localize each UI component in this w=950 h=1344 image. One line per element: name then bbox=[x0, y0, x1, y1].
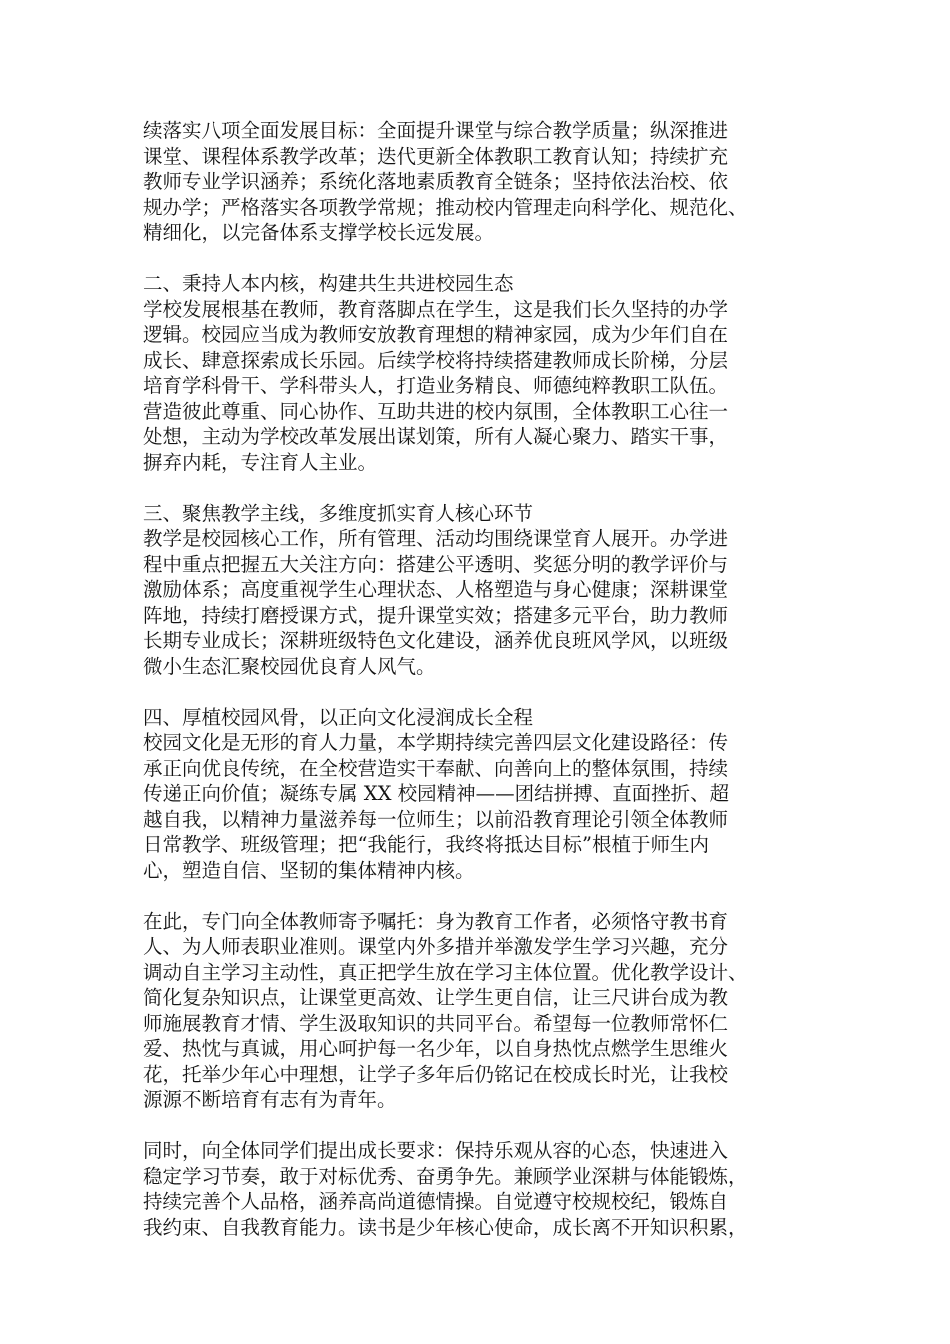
paragraph-line: 长期专业成长；深耕班级特色文化建设，涵养优良班风学风，以班级 bbox=[143, 629, 729, 652]
paragraph-line: 持续完善个人品格，涵养高尚道德情操。自觉遵守校规校纪，锻炼自 bbox=[143, 1190, 729, 1213]
paragraph-line: 教学是校园核心工作，所有管理、活动均围绕课堂育人展开。办学进 bbox=[143, 527, 729, 550]
paragraph-line: 阵地，持续打磨授课方式，提升课堂实效；搭建多元平台，助力教师 bbox=[143, 603, 729, 627]
paragraph-line: 规办学；严格落实各项教学常规；推动校内管理走向科学化、规范化、 bbox=[143, 195, 748, 219]
students-paragraph bbox=[143, 1138, 827, 1240]
paragraph-spacer bbox=[143, 246, 827, 272]
paragraph-line: 调动自主学习主动性，真正把学生放在学习主体位置。优化教学设计、 bbox=[143, 960, 748, 984]
paragraph-line: 稳定学习节奏，敢于对标优秀、奋勇争先。兼顾学业深耕与体能锻炼， bbox=[143, 1164, 748, 1188]
section-2 bbox=[143, 271, 827, 475]
paragraph-line: 日常教学、班级管理；把“我能行，我终将抵达目标”根植于师生内 bbox=[143, 833, 709, 856]
paragraph-line: 程中重点把握五大关注方向：搭建公平透明、奖惩分明的教学评价与 bbox=[143, 552, 729, 576]
paragraph-spacer bbox=[143, 679, 827, 705]
paragraph-line: 越自我，以精神力量滋养每一位师生；以前沿教育理论引领全体教师 bbox=[143, 807, 729, 831]
section-heading: 二、秉持人本内核，构建共生共进校园生态 bbox=[143, 272, 514, 295]
paragraph-line: 同时，向全体同学们提出成长要求：保持乐观从容的心态，快速进入 bbox=[143, 1139, 729, 1162]
paragraph-spacer bbox=[143, 1113, 827, 1139]
paragraph-line: 承正向优良传统，在全校营造实干奉献、向善向上的整体氛围，持续 bbox=[143, 756, 729, 780]
paragraph-line: 人、为人师表职业准则。课堂内外多措并举激发学生学习兴趣，充分 bbox=[143, 935, 729, 958]
paragraph-line: 师施展教育才情、学生汲取知识的共同平台。希望每一位教师常怀仁 bbox=[143, 1011, 729, 1035]
paragraph-line: 源源不断培育有志有为青年。 bbox=[143, 1088, 397, 1111]
paragraph-line: 激励体系；高度重视学生心理状态、人格塑造与身心健康；深耕课堂 bbox=[143, 578, 729, 601]
paragraph-line: 微小生态汇聚校园优良育人风气。 bbox=[143, 654, 436, 678]
paragraph-line: 处想，主动为学校改革发展出谋划策，所有人凝心聚力、踏实干事， bbox=[143, 425, 729, 448]
paragraph-line: 教师专业学识涵养；系统化落地素质教育全链条；坚持依法治校、依 bbox=[143, 170, 729, 193]
paragraph-line: 营造彼此尊重、同心协作、互助共进的校内氛围，全体教职工心往一 bbox=[143, 399, 729, 423]
paragraph-line: 花，托举少年心中理想，让学子多年后仍铭记在校成长时光，让我校 bbox=[143, 1062, 729, 1086]
paragraph-line: 培育学科骨干、学科带头人，打造业务精良、师德纯粹教职工队伍。 bbox=[143, 374, 729, 397]
paragraph-line: 爱、热忱与真诚，用心呵护每一名少年，以自身热忱点燃学生思维火 bbox=[143, 1037, 729, 1060]
paragraph-line: 简化复杂知识点，让课堂更高效、让学生更自信，让三尺讲台成为教 bbox=[143, 986, 729, 1009]
section-4 bbox=[143, 705, 827, 884]
paragraph-spacer bbox=[143, 475, 827, 501]
paragraph-line: 学校发展根基在教师，教育落脚点在学生，这是我们长久坚持的办学 bbox=[143, 297, 729, 321]
document-body bbox=[143, 118, 827, 1240]
paragraph-line: 续落实八项全面发展目标：全面提升课堂与综合教学质量；纵深推进 bbox=[143, 119, 729, 142]
paragraph-line: 心，塑造自信、坚韧的集体精神内核。 bbox=[143, 858, 475, 882]
paragraph-line: 精细化，以完备体系支撑学校长远发展。 bbox=[143, 221, 495, 244]
section-heading: 四、厚植校园风骨，以正向文化浸润成长全程 bbox=[143, 705, 534, 729]
paragraph-line: 我约束、自我教育能力。读书是少年核心使命，成长离不开知识积累， bbox=[143, 1215, 748, 1239]
paragraph-line: 摒弃内耗，专注育人主业。 bbox=[143, 450, 378, 474]
section-heading: 三、聚焦教学主线，多维度抓实育人核心环节 bbox=[143, 501, 534, 525]
section-3 bbox=[143, 501, 827, 680]
paragraph-line: 传递正向价值；凝练专属 XX 校园精神——团结拼搏、直面挫折、超 bbox=[143, 782, 730, 805]
paragraph-spacer bbox=[143, 883, 827, 909]
intro-paragraph bbox=[143, 118, 827, 246]
paragraph-line: 成长、肆意探索成长乐园。后续学校将持续搭建教师成长阶梯，分层 bbox=[143, 348, 729, 372]
teachers-paragraph bbox=[143, 909, 827, 1113]
paragraph-line: 在此，专门向全体教师寄予嘱托：身为教育工作者，必须恪守教书育 bbox=[143, 909, 729, 933]
paragraph-line: 校园文化是无形的育人力量，本学期持续完善四层文化建设路径：传 bbox=[143, 731, 729, 754]
paragraph-line: 逻辑。校园应当成为教师安放教育理想的精神家园，成为少年们自在 bbox=[143, 323, 729, 346]
paragraph-line: 课堂、课程体系教学改革；迭代更新全体教职工教育认知；持续扩充 bbox=[143, 144, 729, 168]
